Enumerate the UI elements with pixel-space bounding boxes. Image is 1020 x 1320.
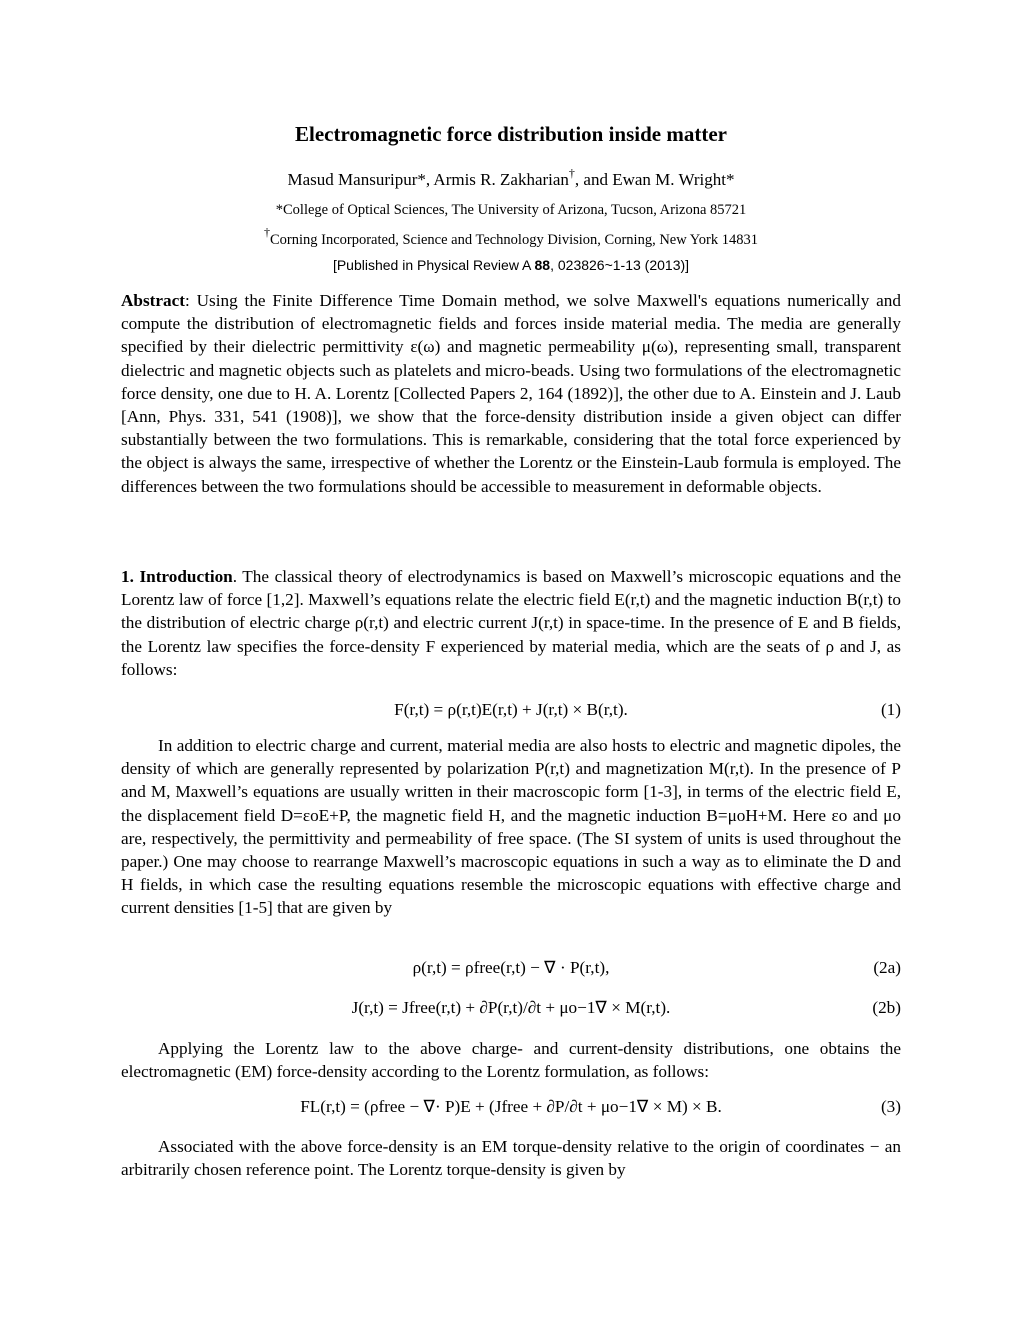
affiliation-1 — [121, 202, 901, 219]
abstract — [121, 289, 901, 498]
author-list — [121, 166, 901, 190]
paragraph-dipoles: In addition to electric charge and current, material media are also hosts to electric and magnetic dipoles, the density of which are generally represented by polarization P(r,t) and magnetization M(r,t). In the presence of P and M, Maxwell’s equations are usually written in their macroscopic form [1-3], in terms of the electric field E, the displacement field D=εoE+P, the magnetic field H, and the magnetic induction B=μoH+M. Here εo and μo are, respectively, the permittivity and permeability of free space. (The SI system of units is used throughout the paper.) One may choose to rearrange Maxwell’s macroscopic equations in such a way as to eliminate the D and H fields, in which case the resulting equations resemble the microscopic equations with effective charge and current densities [1-5] that are given by — [121, 736, 901, 918]
equation-2b — [121, 998, 901, 1022]
introduction-paragraph — [121, 565, 901, 681]
equation-1-body: F(r,t) = ρ(r,t)E(r,t) + J(r,t) × B(r,t). — [394, 700, 628, 719]
abstract-text: : Using the Finite Difference Time Domain method, we solve Maxwell's equations numerically and compute the distribution of electromagnetic fields and forces inside material media. The media are generally specified by their dielectric permittivity ε(ω) and magnetic permeability μ(ω), representing small, transparent dielectric and magnetic objects such as platelets and micro-beads. Using two formulations of the electromagnetic force density, one due to H. A. Lorentz [Collected Papers 2, 164 (1892)], the other due to A. Einstein and J. Laub [Ann, Phys. 331, 541 (1908)], we show that the force-density distribution inside a given object can differ substantially between the two formulations. This is remarkable, considering that the total force experienced by the object is always the same, irrespective of whether the Lorentz or the Einstein-Laub formula is employed. The differences between the two formulations should be accessible to measurement in deformable objects. — [121, 291, 901, 496]
affiliation-1-text: College of Optical Sciences, The University of Arizona, Tucson, Arizona 85721 — [283, 202, 747, 218]
introduction-text: . The classical theory of electrodynamics is based on Maxwell’s microscopic equations and the Lorentz law of force [1,2]. Maxwell’s equations relate the electric field E(r,t) and the magnetic induction B(r,t) to the distribution of electric charge ρ(r,t) and electric current J(r,t) in space-time. In the presence of E and B fields, the Lorentz law specifies the force-density F experienced by material media, which are the seats of ρ and J, as follows: — [121, 567, 901, 679]
paragraph-torque: Associated with the above force-density is an EM torque-density relative to the origin of coordinates − an arbitrarily chosen reference point. The Lorentz torque-density is given by — [121, 1137, 901, 1180]
affiliation-2 — [121, 225, 901, 249]
abstract-label: Abstract — [121, 291, 185, 310]
affiliation-1-mark: * — [275, 202, 283, 218]
equation-3 — [121, 1097, 901, 1121]
affiliation-2-text: Corning Incorporated, Science and Technology Division, Corning, New York 14831 — [269, 232, 759, 248]
equation-3-body: FL(r,t) = (ρfree − ∇· P)E + (Jfree + ∂P/∂t + μo−1∇ × M) × B. — [300, 1097, 722, 1116]
affiliation-2-mark: † — [263, 225, 270, 239]
publication-note — [121, 257, 901, 273]
publication-post: , 023826~1-13 (2013)] — [550, 257, 690, 273]
authors-tail: , and Ewan M. Wright* — [574, 170, 735, 189]
equation-2a-body: ρ(r,t) = ρfree(r,t) − ∇ · P(r,t), — [412, 958, 610, 977]
section-heading-introduction: 1. Introduction — [121, 567, 233, 586]
equation-1 — [121, 700, 901, 724]
equation-2a — [121, 958, 901, 982]
equation-1-number: (1) — [880, 700, 901, 719]
publication-pre: [Published in Physical Review A — [332, 257, 535, 273]
authors-main: Masud Mansuripur*, Armis R. Zakharian — [287, 170, 569, 189]
equation-2a-number: (2a) — [873, 958, 901, 977]
publication-volume: 88 — [534, 257, 551, 273]
equation-3-number: (3) — [880, 1097, 901, 1116]
equation-2b-body: J(r,t) = Jfree(r,t) + ∂P(r,t)/∂t + μo−1∇ × M(r,t). — [351, 998, 671, 1017]
paragraph-lorentz-force: Applying the Lorentz law to the above charge- and current-density distributions, one obtains the electromagnetic (EM) force-density according to the Lorentz formulation, as follows: — [121, 1039, 901, 1082]
author-dagger: † — [568, 166, 575, 180]
paper-title: Electromagnetic force distribution inside matter — [295, 122, 727, 146]
equation-2b-number: (2b) — [872, 998, 901, 1017]
